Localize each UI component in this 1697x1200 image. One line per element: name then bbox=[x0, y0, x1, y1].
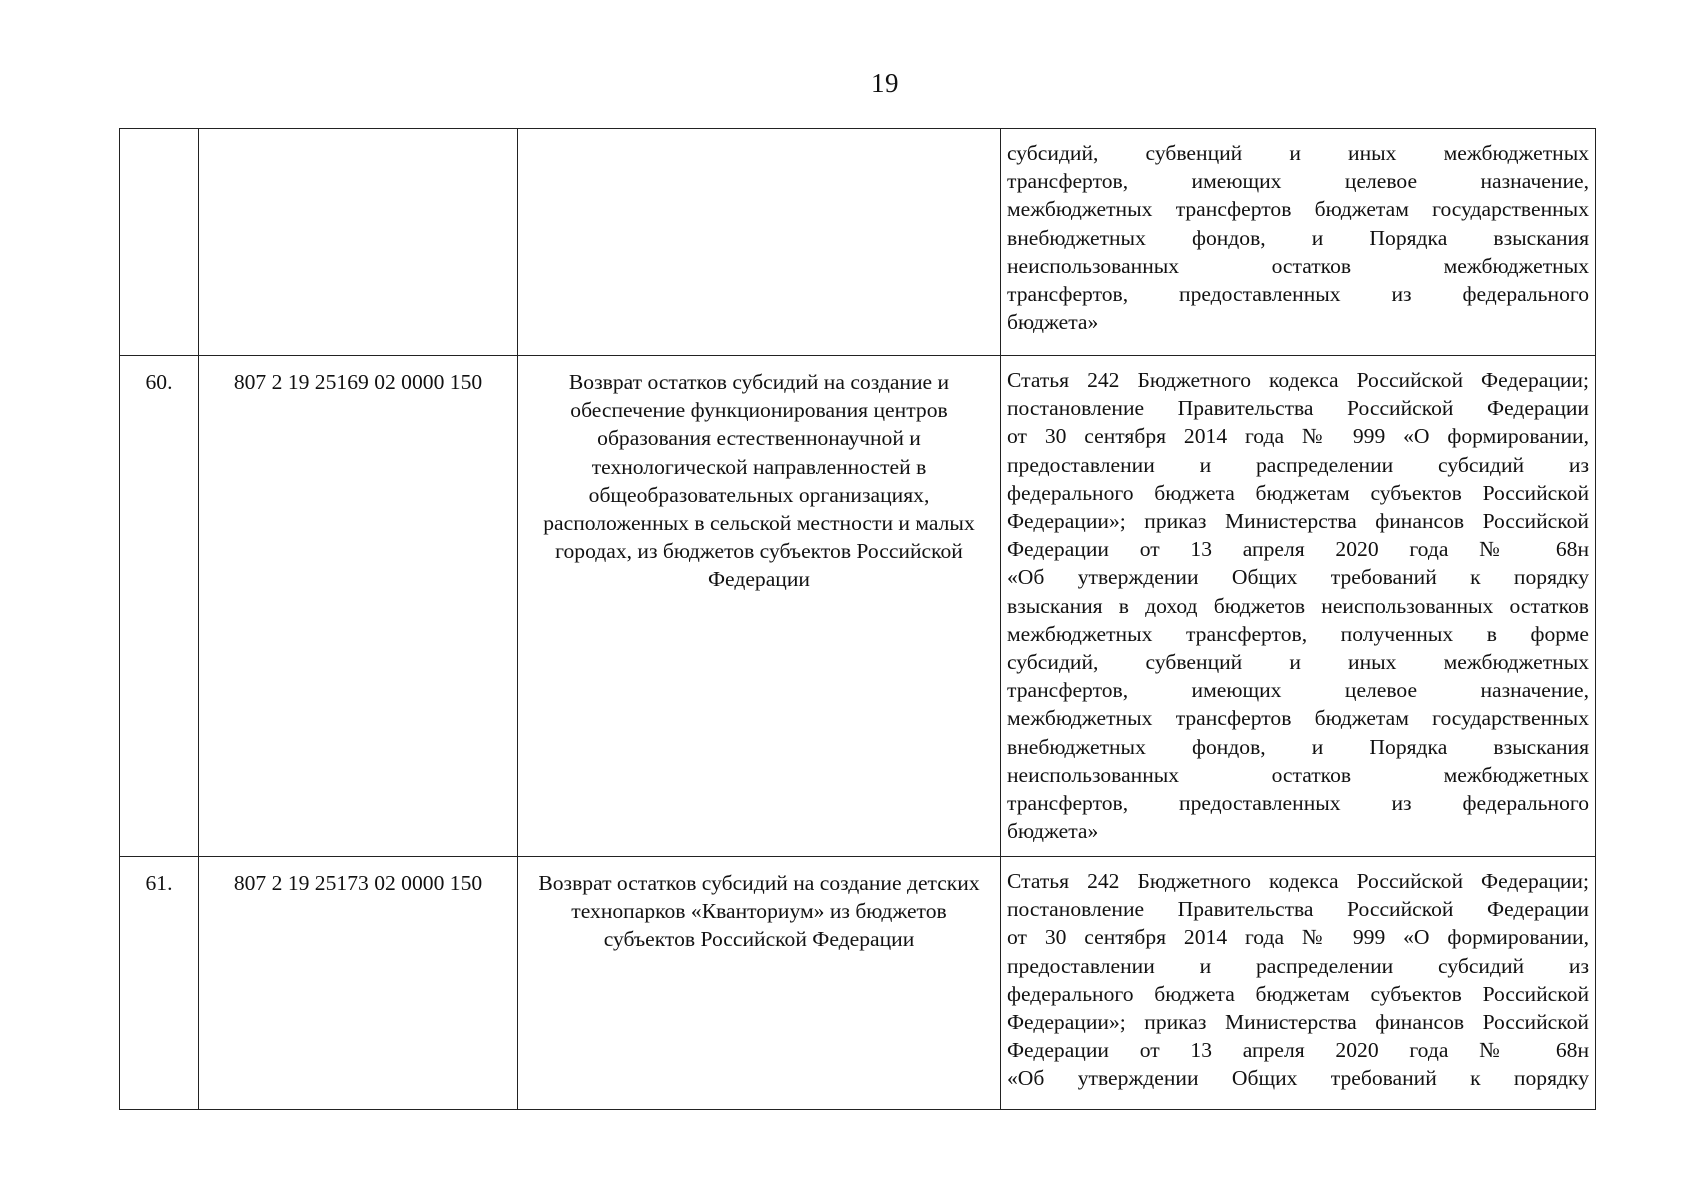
legal-basis-line: Статья 242 Бюджетного кодекса Российской Федерации; bbox=[1007, 869, 1589, 893]
row-number-cell: 60. bbox=[120, 356, 199, 857]
legal-basis-line: внебюджетных фондов, и Порядка взыскания bbox=[1007, 734, 1589, 759]
revenue-name-cell bbox=[518, 129, 1001, 356]
legal-basis-line: межбюджетных трансфертов бюджетам государственных bbox=[1007, 197, 1589, 222]
legal-basis-line: неиспользованных остатков межбюджетных bbox=[1007, 762, 1589, 787]
row-number-cell bbox=[120, 129, 199, 356]
legal-basis-line: федерального бюджета бюджетам субъектов Российской bbox=[1007, 480, 1589, 505]
legal-basis-line: «Об утверждении Общих требований к порядку bbox=[1007, 1066, 1589, 1091]
revenue-name-cell: Возврат остатков субсидий на создание детских технопарков «Кванториум» из бюджетов субъектов Российской Федерации bbox=[518, 857, 1001, 1110]
table-row bbox=[120, 129, 1596, 356]
legal-basis-line: постановление Правительства Российской Федерации bbox=[1007, 396, 1589, 421]
legal-basis-cell bbox=[1001, 129, 1596, 356]
revenue-name-cell: Возврат остатков субсидий на создание и обеспечение функционирования центров образования естественнонаучной и технологической направленностей в общеобразовательных организациях, расположенных в сельской местности и малых городах, из бюджетов субъектов Российской Федерации bbox=[518, 356, 1001, 857]
legal-basis-line: «Об утверждении Общих требований к порядку bbox=[1007, 565, 1589, 590]
legal-basis-line: трансфертов, предоставленных из федерального bbox=[1007, 282, 1589, 307]
legal-basis-line: предоставлении и распределении субсидий из bbox=[1007, 953, 1589, 978]
legal-basis-line: от 30 сентября 2014 года № 999 «О формировании, bbox=[1007, 424, 1589, 449]
legal-basis-line: Федерации»; приказ Министерства финансов Российской bbox=[1007, 1010, 1589, 1035]
legal-basis-line: трансфертов, имеющих целевое назначение, bbox=[1007, 678, 1589, 703]
legal-basis-line: бюджета» bbox=[1007, 310, 1099, 335]
legal-basis-line: федерального бюджета бюджетам субъектов Российской bbox=[1007, 981, 1589, 1006]
budget-codes-table bbox=[119, 128, 1596, 1110]
legal-basis-line: трансфертов, предоставленных из федерального bbox=[1007, 791, 1589, 816]
budget-code-cell bbox=[199, 129, 518, 356]
legal-basis-cell bbox=[1001, 356, 1596, 857]
legal-basis-line: взыскания в доход бюджетов неиспользованных остатков bbox=[1007, 593, 1589, 618]
legal-basis-line: межбюджетных трансфертов, полученных в форме bbox=[1007, 621, 1589, 646]
legal-basis-cell bbox=[1001, 857, 1596, 1110]
legal-basis-line: постановление Правительства Российской Федерации bbox=[1007, 897, 1589, 922]
legal-basis-line: внебюджетных фондов, и Порядка взыскания bbox=[1007, 225, 1589, 250]
legal-basis-line: трансфертов, имеющих целевое назначение, bbox=[1007, 169, 1589, 194]
legal-basis-line: субсидий, субвенций и иных межбюджетных bbox=[1007, 141, 1589, 165]
legal-basis-line: межбюджетных трансфертов бюджетам государственных bbox=[1007, 706, 1589, 731]
legal-basis-line: Федерации»; приказ Министерства финансов Российской bbox=[1007, 509, 1589, 534]
legal-basis-line: Статья 242 Бюджетного кодекса Российской Федерации; bbox=[1007, 368, 1589, 392]
budget-code-cell: 807 2 19 25169 02 0000 150 bbox=[199, 356, 518, 857]
legal-basis-line: от 30 сентября 2014 года № 999 «О формировании, bbox=[1007, 925, 1589, 950]
legal-basis-line: Федерации от 13 апреля 2020 года № 68н bbox=[1007, 1038, 1589, 1063]
legal-basis-line: предоставлении и распределении субсидий из bbox=[1007, 452, 1589, 477]
legal-basis-line: неиспользованных остатков межбюджетных bbox=[1007, 253, 1589, 278]
legal-basis-line: субсидий, субвенций и иных межбюджетных bbox=[1007, 650, 1589, 675]
table-row bbox=[120, 356, 1596, 857]
page-number: 19 bbox=[871, 68, 899, 98]
row-number-cell: 61. bbox=[120, 857, 199, 1110]
budget-code-cell: 807 2 19 25173 02 0000 150 bbox=[199, 857, 518, 1110]
table-row bbox=[120, 857, 1596, 1110]
legal-basis-line: Федерации от 13 апреля 2020 года № 68н bbox=[1007, 537, 1589, 562]
legal-basis-line: бюджета» bbox=[1007, 819, 1099, 844]
